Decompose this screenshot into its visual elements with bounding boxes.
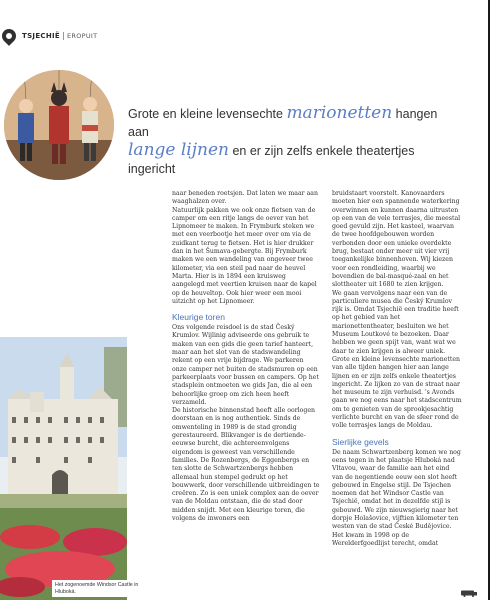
camper-icon [461,590,477,597]
pullquote-highlight-lange-lijnen: lange lijnen [128,140,229,160]
col1-paragraph-1: naar beneden roetsjen. Dat laten we maar aan waaghalzen over. [172,190,318,206]
subhead-sierlijke-gevels: Sierlijke gevels [332,436,389,447]
pullquote-highlight-marionetten: marionetten [286,103,393,123]
pullquote-mid: hangen aan [128,107,438,139]
col1-paragraph-4: De historische binnenstad heeft alle oorlogen doorstaan en is nog authentiek. Sinds de omwenteling in 1989 is de stad grondig gerestaureerd. Blikvanger is de dertiende-eeuwse burcht, die achtereenvolgens eigendom is geweest van verschillende families. De Rozenbergs, de Eggenbergs en ten slotte de Schwartzenbergs hebben allemaal hun stempel gedrukt op het bouwwerk, door verschillende uitbreidingen te creëren. Zo is een uniek complex aan de oever van de Moldau ontstaan, die de stad door midden snijdt. Met een kleurige toren, die volgens de inwoners een [172,407,320,522]
castle-photo [0,337,127,600]
header-section: EROPUIT [66,32,98,40]
pullquote-pre: Grote en kleine levensechte [128,107,287,121]
marionettes-illustration [4,70,114,180]
pull-quote [128,104,438,178]
col2-paragraph-1: bruidstaart voorstelt. Kanovaarders moeten hier een spannende waterkering overwinnen en kunnen daarna uitrusten op een van de vele terrasjes, die meestal goed gevuld zijn. Het kasteel, waarvan de twee hoofdgebouwen worden verbonden door een unieke overdekte brug, bestaat onder meer uit vier vrij toegankelijke binnenhoven. Wij kiezen voor een rondleiding, waarbij we bovendien de bal-masqué-zaal en het slottheater uit 1680 te zien krijgen. [332,190,461,289]
header-country: TSJECHIË [22,32,60,40]
castle-illustration [0,337,127,600]
col2-paragraph-3: De naam Schwartzenberg komen we nog eens tegen in het plaatsje Hluboká nad Vltavou, waar de familie aan het eind van de negentiende eeuw een slot heeft gebouwd in Engelse stijl. De Tsjechen noemen dat het Windsor Castle van Tsjechië, omdat het in dezelfde stijl is gebouwd. We zijn nieuwsgierig naar het dorpje Holašovice, vijftien kilometer ten westen van de stad České Budějovice. Het kwam in 1998 op de Werelderfgoedlijst terecht, omdat [332,448,461,547]
pullquote-post: en er zijn zelfs enkele theatertjes ingericht [128,144,415,176]
subhead-kleurige-toren: Kleurige toren [172,312,225,323]
col1-paragraph-3: Ons volgende reisdoel is de stad Český Krumlov. Wijlinig adviseerde ons gebruik te maken van een gids die geen tarief hanteert, maar aan het slot van de stadswandeling rekent op een vrije bijdrage. We parkeren onze camper net buiten de stadsmuren op een parkeerplaats voor bussen en campers. Op het stadsplein ontmoeten we gids Jan, die al een behoorlijke groep om zich heen heeft verzameld. [172,324,319,406]
page-header [0,28,97,44]
header-divider [63,32,64,40]
article-column-1 [172,190,320,523]
col2-paragraph-2: We gaan vervolgens naar een van de particuliere musea die Český Krumlov rijk is. Omdat Tsjechië een traditie heeft op het gebied van het marionettentheater, besluiten we het Museum Loutkové te bezoeken. Daar hebben we geen spijt van, want wat we daar te zien krijgen is alweer uniek. Grote en kleine levensechte marionetten van alle tijden hangen hier aan lange lijnen en er zijn zelfs enkele theatertjes ingericht. Ze lijken zo van de straat naar het museum te zijn verhuisd. 's Avonds gaan we nog eens naar het stadscentrum om te genieten van de sprookjesachtig verlichte burcht en van de sfeer rond de volle terrasjes langs de Moldau. [332,289,462,430]
castle-photo-caption: Het zogenoemde Windsor Castle in Hluboká. [52,580,146,597]
col1-paragraph-2: Natuurlijk pakken we ook onze fietsen van de camper om een ritje langs de oever van het Lipnomeer te maken. In Frymburk steken we met een veerbootje het meer over om via de zuidkant terug te fietsen. Het is hier drukker dan in het Šumava-gebergte. Bij Frymburk maken we een wandeling van ongeveer twee kilometer, via een steil pad naar de heuvel Marta. Hier is in 1894 een kruisweg aangelegd met veertien kruisen naar de kapel op de heuveltop. Ook hier weer een mooi uitzicht op het Lipnomeer. [172,206,317,305]
marionettes-photo [4,70,114,180]
map-pin-icon [0,26,19,46]
article-column-2 [332,190,462,548]
